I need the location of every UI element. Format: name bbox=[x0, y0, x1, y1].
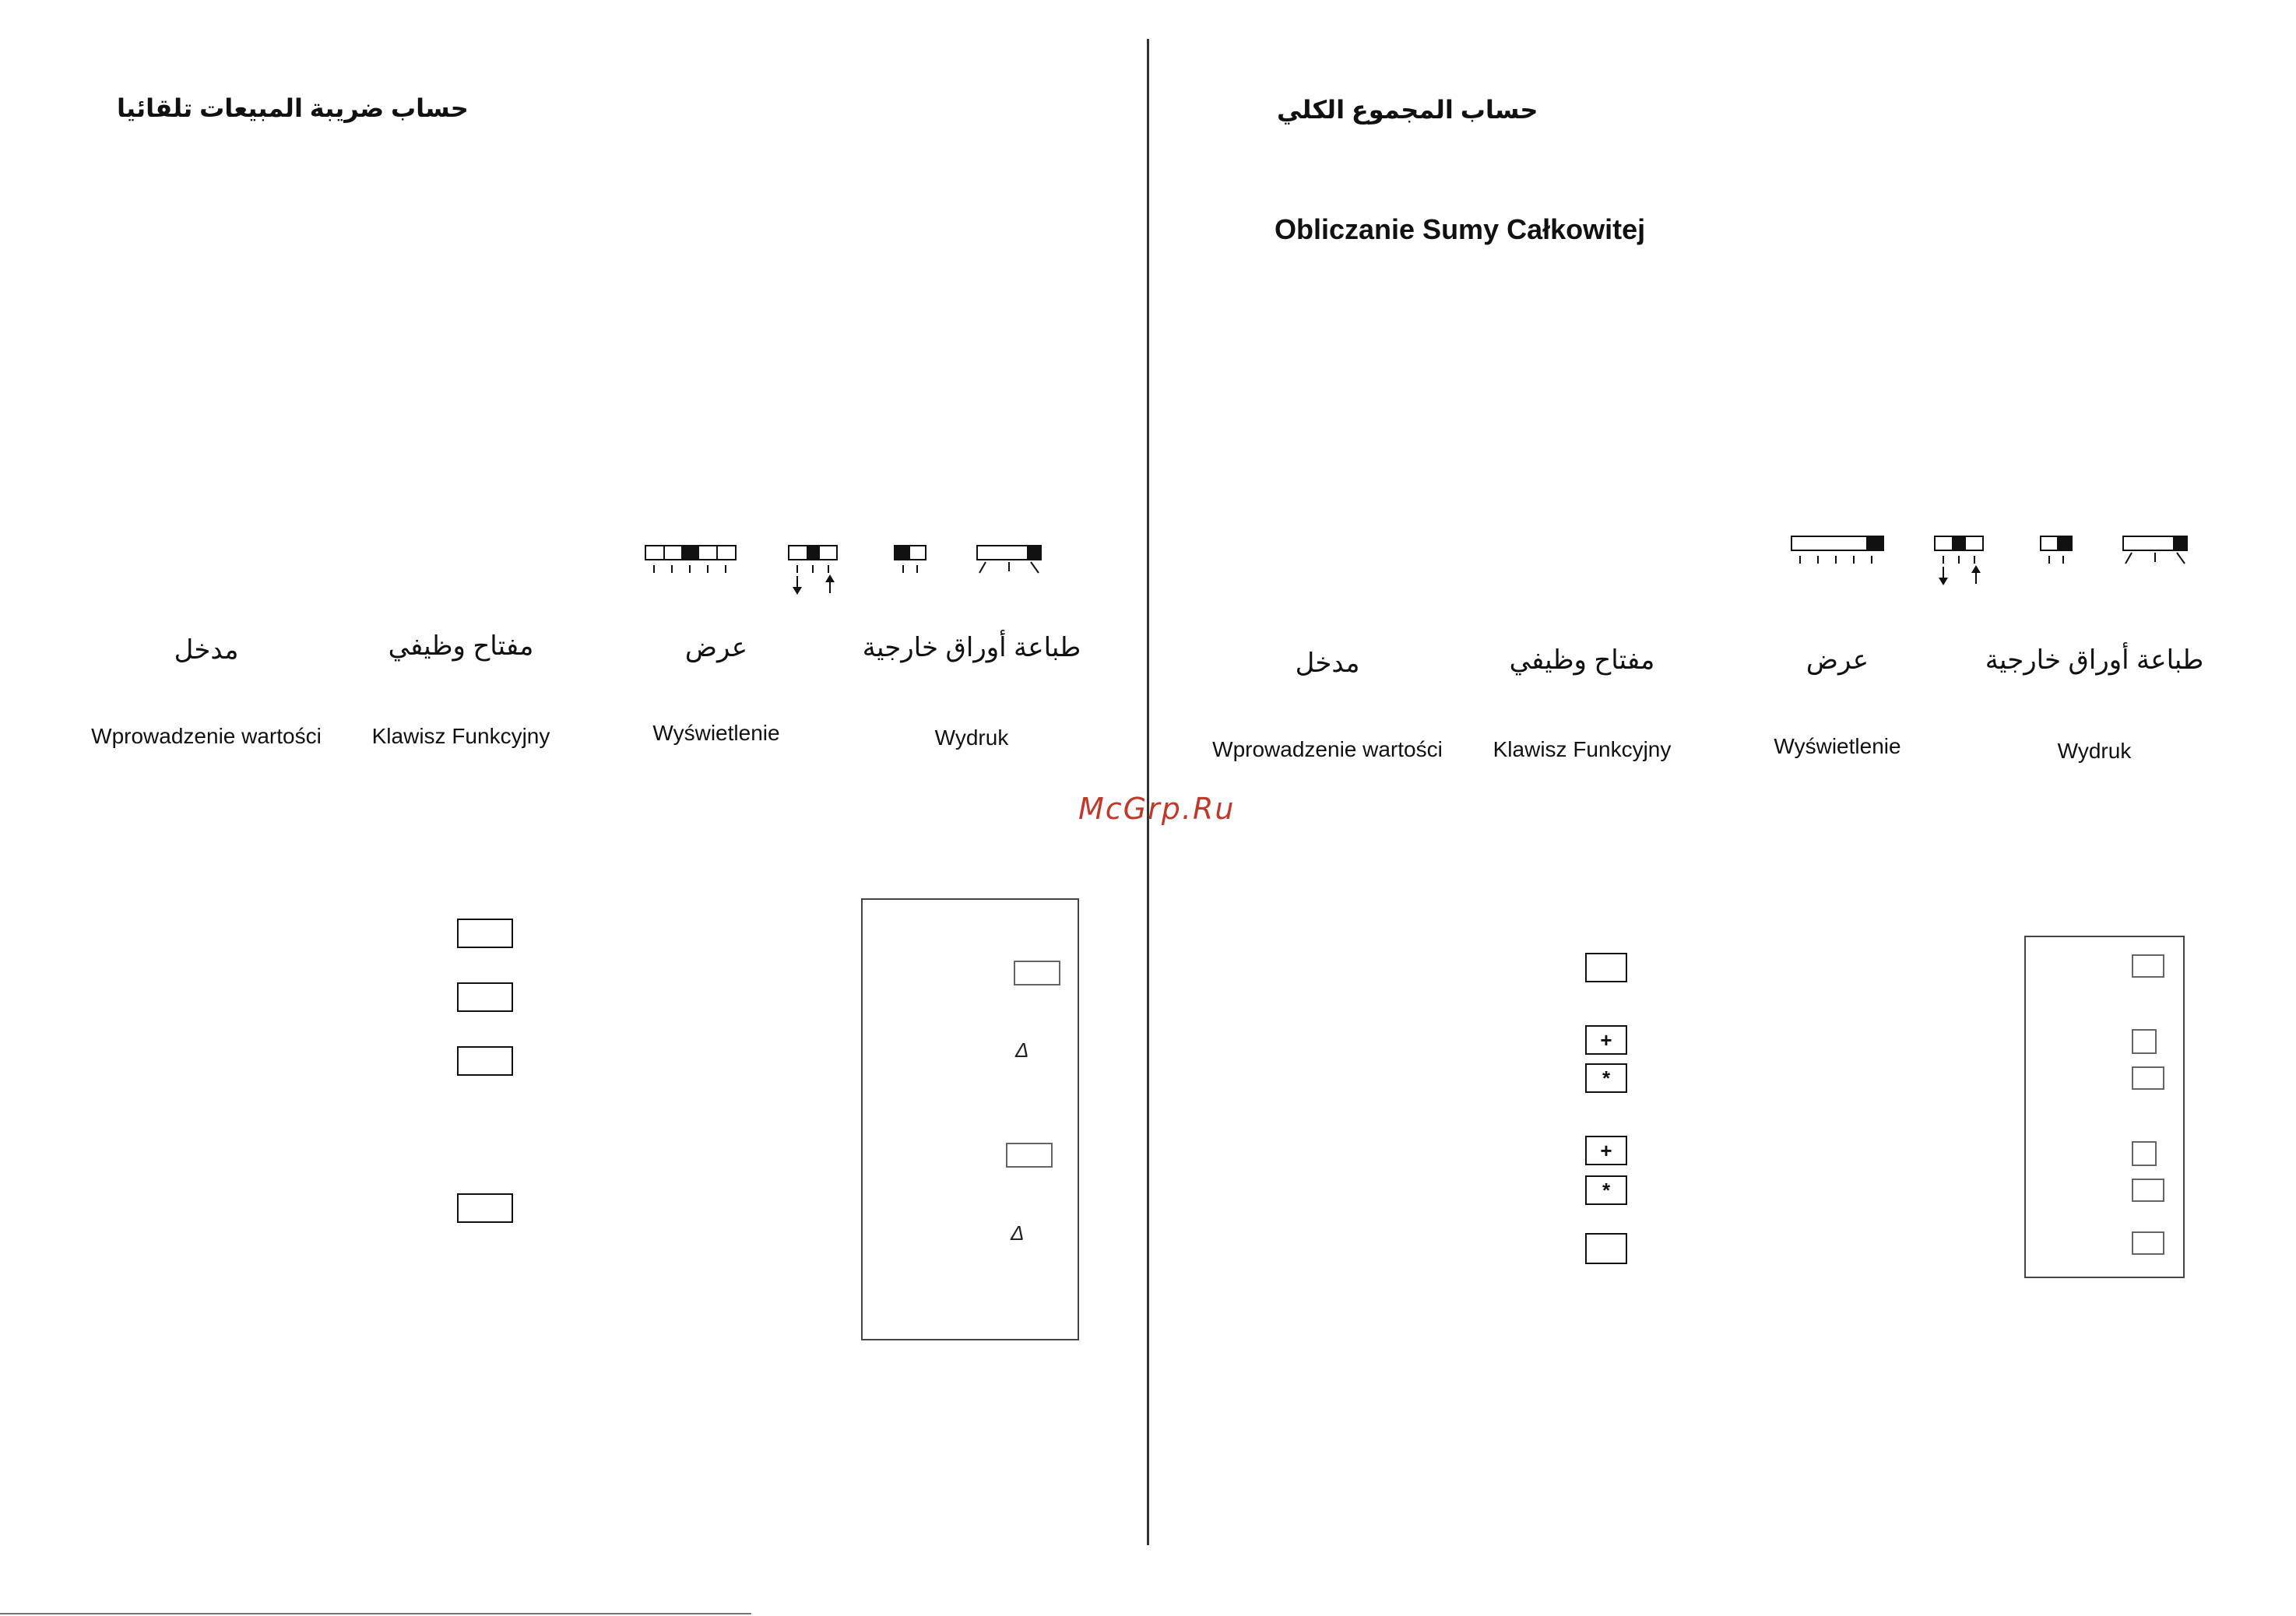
right-header-print-ar: طباعة أوراق خارجية bbox=[1985, 645, 2204, 675]
right-header-entry-ar: مدخل bbox=[1295, 648, 1360, 678]
printout-key-symbol bbox=[2132, 954, 2164, 978]
right-header-display-pl: Wyświetlenie bbox=[1774, 734, 1901, 758]
left-title-ar: حساب ضريبة المبيعات تلقائيا bbox=[117, 94, 469, 122]
right-header-display-ar: عرض bbox=[1806, 645, 1869, 675]
decimal-switch-icon bbox=[645, 545, 738, 578]
left-header-entry-ar: مدخل bbox=[174, 635, 239, 665]
right-header-print-pl: Wydruk bbox=[2057, 739, 2132, 763]
printout-key-symbol bbox=[2132, 1179, 2164, 1202]
mode-switch-icon bbox=[894, 545, 928, 576]
right-printout-paper bbox=[2024, 936, 2185, 1278]
printout-key-symbol bbox=[2132, 1029, 2157, 1054]
printout-delta-mark: Δ bbox=[1011, 1221, 1025, 1245]
print-switch-icon bbox=[2122, 536, 2189, 567]
right-header-key-ar: مفتاح وظيفي bbox=[1509, 645, 1655, 675]
printout-key-symbol bbox=[1006, 1143, 1053, 1168]
left-header-display-pl: Wyświetlenie bbox=[652, 721, 780, 745]
left-header-display-ar: عرض bbox=[684, 633, 748, 662]
function-key-4[interactable] bbox=[457, 1193, 513, 1223]
left-header-key-pl: Klawisz Funkcyjny bbox=[371, 724, 550, 748]
printout-key-symbol bbox=[1014, 961, 1060, 985]
printout-key-symbol bbox=[2132, 1141, 2157, 1166]
right-header-entry-pl: Wprowadzenie wartości bbox=[1212, 737, 1443, 761]
right-header-key-pl: Klawisz Funkcyjny bbox=[1493, 737, 1672, 761]
printout-key-symbol bbox=[2132, 1231, 2164, 1255]
rounding-switch-icon bbox=[788, 545, 839, 596]
left-printout-paper bbox=[861, 898, 1079, 1340]
right-title-pl: Obliczanie Sumy Całkowitej bbox=[1275, 213, 1646, 245]
left-header-print-ar: طباعة أوراق خارجية bbox=[862, 633, 1081, 662]
decimal-switch-icon bbox=[1791, 536, 1886, 567]
mode-switch-icon bbox=[2040, 536, 2074, 567]
plus-key[interactable]: + bbox=[1585, 1025, 1627, 1055]
function-key-3[interactable] bbox=[457, 1046, 513, 1076]
function-key-2[interactable] bbox=[457, 982, 513, 1012]
left-header-print-pl: Wydruk bbox=[934, 725, 1009, 750]
printout-key-symbol bbox=[2132, 1066, 2164, 1090]
function-key-1[interactable] bbox=[1585, 953, 1627, 982]
star-key[interactable]: * bbox=[1585, 1063, 1627, 1093]
function-key-2[interactable] bbox=[1585, 1233, 1627, 1264]
left-header-entry-pl: Wprowadzenie wartości bbox=[91, 724, 322, 748]
bottom-rule bbox=[0, 1613, 751, 1614]
rounding-switch-icon bbox=[1934, 536, 1985, 587]
function-key-1[interactable] bbox=[457, 919, 513, 948]
watermark-text: McGrp.Ru bbox=[1078, 792, 1236, 826]
plus-key[interactable]: + bbox=[1585, 1136, 1627, 1165]
print-switch-icon bbox=[976, 545, 1043, 576]
star-key[interactable]: * bbox=[1585, 1175, 1627, 1205]
left-header-key-ar: مفتاح وظيفي bbox=[388, 631, 534, 661]
right-title-ar: حساب المجموع الكلي bbox=[1277, 96, 1538, 124]
printout-delta-mark: Δ bbox=[1015, 1038, 1029, 1062]
